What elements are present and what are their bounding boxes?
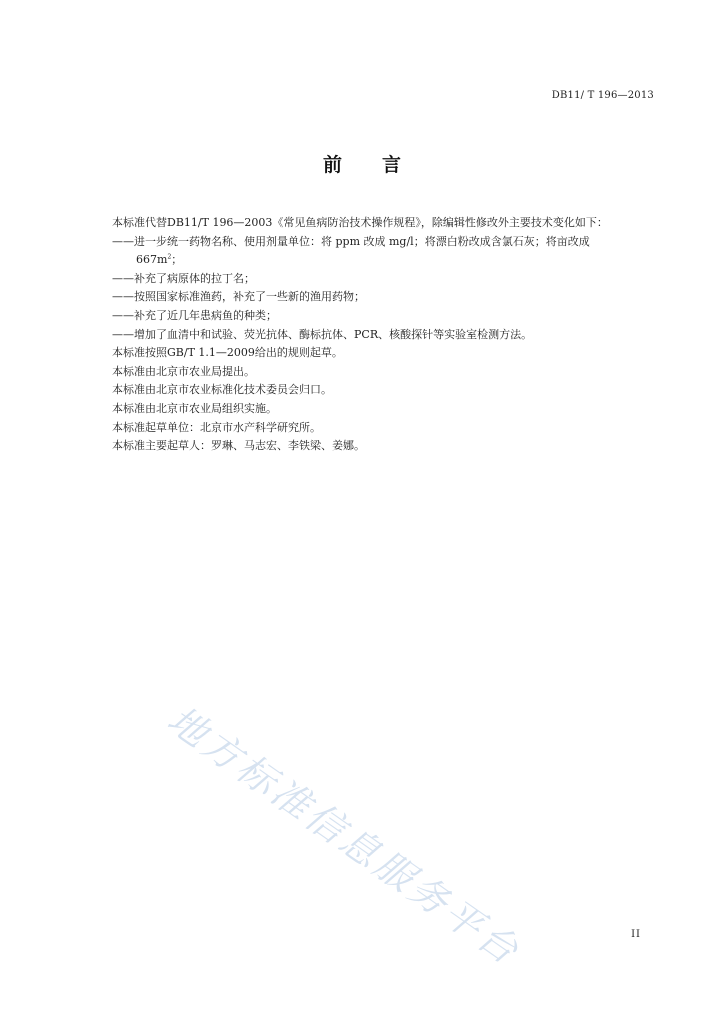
- page-number: II: [631, 929, 641, 940]
- paragraph-implementer: 本标准由北京市农业局组织实施。: [112, 401, 277, 415]
- foreword-body: [112, 214, 660, 456]
- paragraph-replacement-note: 本标准代替DB11/T 196—2003《常见鱼病防治技术操作规程》，除编辑性修改外主要技术变化如下：: [112, 216, 608, 229]
- watermark: 地方标准信息服务平台: [159, 697, 529, 975]
- area-unit-value: 667m: [136, 253, 168, 267]
- paragraph-drafters: 本标准主要起草人：罗琳、马志宏、李铁梁、姜娜。: [112, 439, 365, 453]
- change-item-lab-methods: ——增加了血清中和试验、荧光抗体、酶标抗体、PCR、核酸探针等实验室检测方法。: [112, 327, 533, 341]
- paragraph-proposer: 本标准由北京市农业局提出。: [112, 364, 255, 378]
- paragraph-drafting-unit: 本标准起草单位：北京市水产科学研究所。: [112, 420, 321, 434]
- area-unit-superscript: 2: [167, 253, 172, 261]
- change-item-fish-species: ——补充了近几年患病鱼的种类；: [112, 308, 277, 322]
- change-item-units: ——进一步统一药物名称、使用剂量单位：将 ppm 改成 mg/l；将漂白粉改成含氯石灰；将亩改成: [112, 234, 590, 248]
- area-unit-punctuation: ；: [171, 253, 183, 267]
- standard-code: DB11/ T 196—2013: [551, 90, 654, 101]
- change-item-units-continued: [112, 251, 660, 270]
- change-item-latin-names: ——补充了病原体的拉丁名；: [112, 271, 255, 285]
- paragraph-drafting-rules: 本标准按照GB/T 1.1—2009给出的规则起草。: [112, 346, 343, 360]
- change-item-new-drugs: ——按照国家标准渔药，补充了一些新的渔用药物；: [112, 290, 365, 304]
- page-title: 前言: [322, 154, 441, 176]
- paragraph-committee: 本标准由北京市农业标准化技术委员会归口。: [112, 383, 332, 397]
